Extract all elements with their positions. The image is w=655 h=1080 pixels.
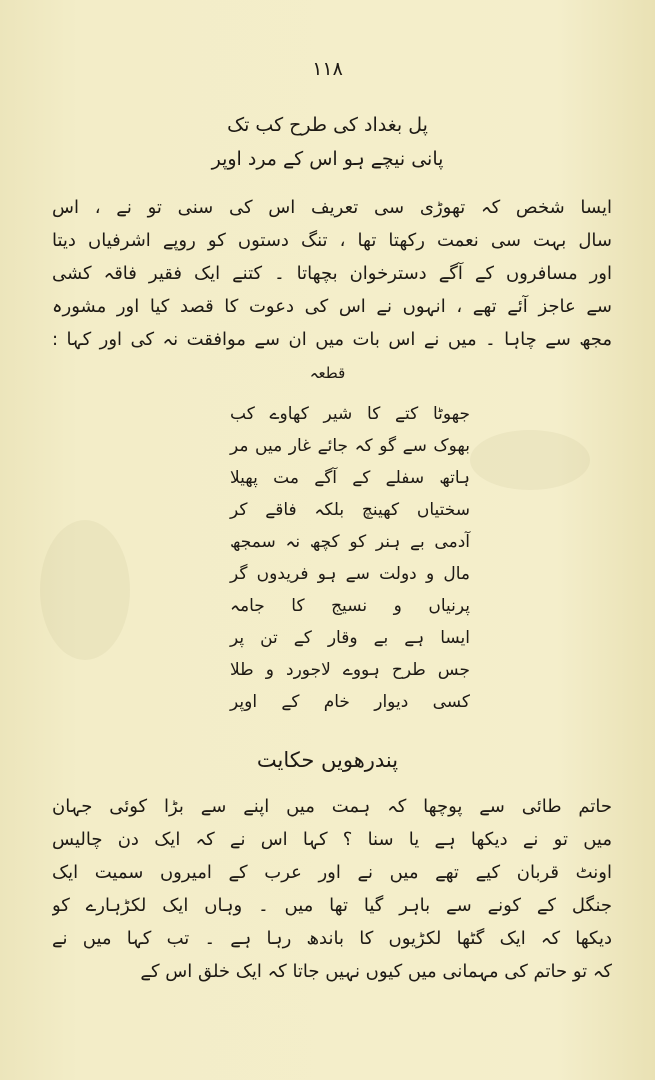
poem-line: مال و دولت سے ہو فریدوں گر — [230, 564, 470, 584]
poem-line: پرنیاں و نسیج کا جامہ — [230, 596, 470, 616]
poem-line: ہاتھ سفلے کے آگے مت پھیلا — [230, 468, 470, 488]
paragraph-2 — [52, 790, 612, 988]
paragraph-line: ایسا شخص کہ تھوڑی سی تعریف اس کی سنی تو نے ، اس — [52, 197, 612, 218]
poem-line: سختیاں کھینچ بلکہ فاقے کر — [230, 500, 470, 520]
poem-line: کسی دیوار خام کے اوپر — [230, 692, 470, 712]
poem-line: جس طرح ہووے لاجورد و طلا — [230, 660, 470, 680]
paragraph-line: کہ تو حاتم کی مہمانی میں کیوں نہیں جاتا کہ ایک خلق اس کے — [140, 961, 612, 982]
paragraph-line: دیکھا کہ ایک گٹھا لکڑیوں کا باندھ رہا ہے ۔ تب کہا میں نے — [52, 928, 612, 949]
paragraph-line: اونٹ قربان کیے تھے میں نے اور عرب کے امیروں سمیت ایک — [52, 862, 612, 883]
paragraph-line: جنگل کے کونے سے باہر گیا تھا میں ۔ وہاں ایک لکڑہارے کو — [52, 895, 612, 916]
poem — [230, 398, 470, 718]
poem-line: بھوک سے گو کہ جائے غار میں مر — [230, 436, 470, 456]
paragraph-line: سال بہت سی نعمت رکھتا تھا ، تنگ دستوں کو روپے اشرفیاں دیتا — [52, 230, 612, 251]
verse-heading-line: پل بغداد کی طرح کب تک — [227, 114, 428, 136]
paragraph-line: میں تو نے دیکھا ہے یا سنا ؟ کہا اس نے کہ ایک دن چالیس — [52, 829, 612, 850]
paragraph-1 — [52, 191, 612, 356]
verse-heading-line: پانی نیچے ہو اس کے مرد اوپر — [211, 148, 444, 170]
page-number: ١١٨ — [312, 58, 343, 80]
paragraph-line: مجھ سے چاہا ۔ میں نے اس بات میں ان سے موافقت نہ کی اور کہا : — [52, 329, 612, 350]
section-heading: پندرھویں حکایت — [256, 748, 399, 772]
poem-line: جھوٹا کتے کا شیر کھاوے کب — [230, 404, 470, 424]
paper-stain — [470, 430, 590, 490]
paragraph-line: حاتم طائی سے پوچھا کہ ہمت میں اپنے سے بڑا کوئی جہان — [52, 796, 612, 817]
paper-stain — [40, 520, 130, 660]
paragraph-line: سے عاجز آئے تھے ، انہوں نے اس کی دعوت کا قصد کیا اور مشورہ — [52, 296, 612, 317]
qita-title: قطعہ — [309, 364, 346, 382]
paragraph-line: اور مسافروں کے آگے دسترخوان بچھاتا ۔ کتنے ایک فقیر فاقہ کشی — [52, 263, 612, 284]
poem-line: آدمی بے ہنر کو کچھ نہ سمجھ — [230, 532, 470, 552]
poem-line: ایسا ہے بے وقار کے تن پر — [230, 628, 470, 648]
